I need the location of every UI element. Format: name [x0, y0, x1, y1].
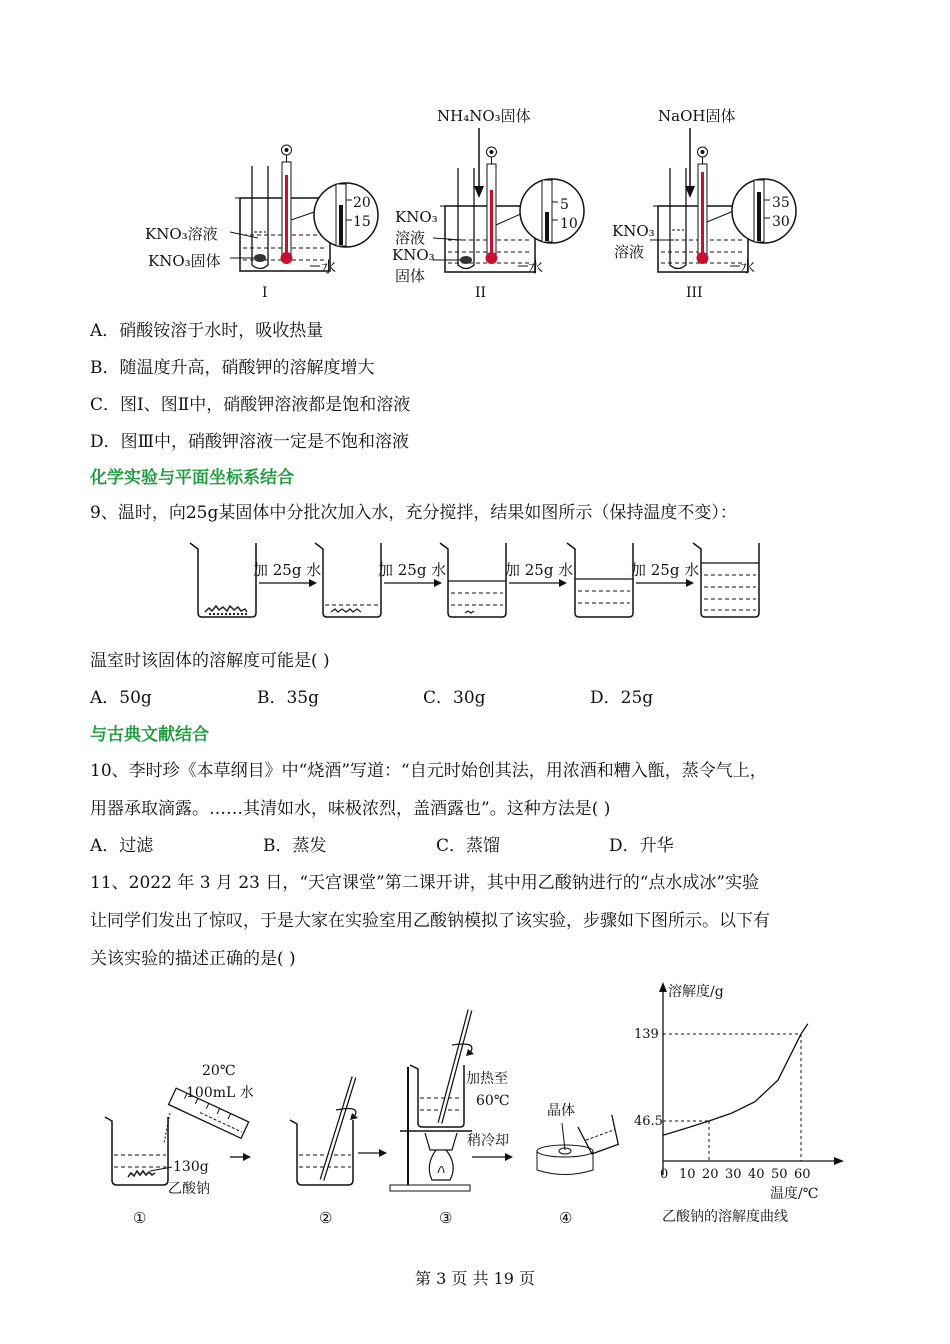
- chart-x-axis-arrow: [834, 1157, 844, 1165]
- chart-x-label: 温度/℃: [770, 1186, 819, 1202]
- q10-option-a: A．过滤: [90, 836, 154, 856]
- panel-II-scale-lower: 10: [560, 216, 578, 232]
- chart-y-tick-1: 139: [634, 1027, 659, 1042]
- panel-II-solution-label-2: 溶液: [395, 229, 426, 247]
- panel-I-scale-upper: 20: [353, 195, 371, 211]
- q9-beaker-5: [693, 543, 759, 617]
- q9-option-c: C．30g: [423, 688, 486, 708]
- q9-step-label-2: 加 25g 水: [378, 561, 447, 579]
- q8-option-c: C．图Ⅰ、图Ⅱ中，硝酸钾溶液都是饱和溶液: [90, 395, 411, 415]
- panel-III-added-label: NaOH固体: [658, 107, 736, 125]
- panel-I: [145, 145, 378, 301]
- chart-title: 乙酸钠的溶解度曲线: [662, 1209, 788, 1225]
- q9-beaker-4: [567, 543, 633, 617]
- panel-II-solid-label-2: 固体: [395, 267, 426, 285]
- q9-option-a: A．50g: [90, 688, 152, 708]
- panel-III-solution-label-2: 溶液: [614, 243, 645, 261]
- step-1-temperature: 20℃: [202, 1063, 236, 1079]
- q9-beaker-1: [190, 543, 256, 617]
- step-2: [290, 1077, 358, 1227]
- step-1: [105, 1063, 254, 1227]
- chart-y-axis-arrow: [659, 982, 667, 992]
- panel-II-added-label: NH₄NO₃固体: [437, 107, 531, 125]
- q10-option-c: C．蒸馏: [436, 836, 501, 856]
- q9-step-label-4: 加 25g 水: [631, 561, 700, 579]
- panel-II-solid-label-1: KNO₃: [392, 246, 435, 264]
- panel-II: [392, 107, 584, 301]
- q10-option-b: B．蒸发: [263, 836, 327, 856]
- thermometer-beaker-figure: [140, 100, 820, 305]
- chart-x-tick-5: 50: [771, 1167, 788, 1182]
- panel-III: [612, 107, 796, 301]
- panel-I-scale-lower: 15: [353, 214, 371, 230]
- q9-beaker-3: [440, 543, 506, 617]
- step-4-label: ④: [559, 1209, 573, 1227]
- step-4: [537, 1102, 622, 1227]
- panel-III-solution-label-1: KNO₃: [612, 222, 655, 240]
- q9-stem: 9、温时，向25g某固体中分批次加入水，充分搅拌，结果如图所示（保持温度不变）：: [90, 503, 737, 523]
- panel-I-water-label: 水: [321, 258, 337, 276]
- q8-option-d: D．图Ⅲ中，硝酸钾溶液一定是不饱和溶液: [90, 432, 410, 452]
- panel-II-label: II: [475, 285, 487, 301]
- panel-II-scale-upper: 5: [560, 197, 569, 213]
- q9-beaker-sequence: [185, 535, 765, 620]
- step-2-label: ②: [319, 1209, 333, 1227]
- chart-x-tick-0: 0: [660, 1167, 669, 1182]
- step-1-water: 100mL 水: [186, 1085, 254, 1101]
- chart-x-tick-1: 10: [679, 1167, 696, 1182]
- panel-I-label: I: [262, 285, 268, 301]
- step-3-label: ③: [439, 1209, 453, 1227]
- q9-option-d: D．25g: [590, 688, 654, 708]
- q9-step-label-1: 加 25g 水: [253, 561, 322, 579]
- q11-line-1: 11、2022 年 3 月 23 日，“天宫课堂”第二课开讲，其中用乙酸钠进行的“点水成冰”实验: [90, 873, 760, 893]
- chart-x-tick-2: 20: [702, 1167, 719, 1182]
- panel-III-scale-upper: 35: [772, 195, 790, 211]
- panel-III-scale-lower: 30: [772, 214, 790, 230]
- page-footer: 第 3 页 共 19 页: [415, 1269, 535, 1288]
- chart-y-tick-0: 46.5: [634, 1114, 663, 1129]
- step-3-heat-2: 60℃: [476, 1093, 510, 1109]
- chart-x-tick-4: 40: [748, 1167, 765, 1182]
- chart-series-line: [663, 1024, 808, 1135]
- step-3-heat-1: 加热至: [466, 1071, 508, 1087]
- chart-x-tick-3: 30: [725, 1167, 742, 1182]
- q8-option-a: A．硝酸铵溶于水时，吸收热量: [90, 321, 324, 341]
- sodium-acetate-experiment-figure: [100, 1005, 640, 1230]
- step-1-mass: 130g: [173, 1159, 209, 1175]
- panel-II-solution-label-1: KNO₃: [395, 208, 438, 226]
- q9-step-label-3: 加 25g 水: [505, 561, 574, 579]
- q8-option-b: B．随温度升高，硝酸钾的溶解度增大: [90, 358, 375, 378]
- panel-I-solid-label: KNO₃固体: [148, 252, 221, 270]
- step-1-substance: 乙酸钠: [168, 1181, 210, 1197]
- panel-III-label: III: [686, 285, 703, 301]
- section-heading-classics: 与古典文献结合: [90, 725, 209, 745]
- q9-question: 温室时该固体的溶解度可能是( ): [90, 651, 330, 671]
- q9-beaker-2: [315, 543, 381, 617]
- step-4-crystal: 晶体: [547, 1103, 575, 1119]
- section-heading-coordinate: 化学实验与平面坐标系结合: [90, 468, 294, 488]
- q10-line-1: 10、李时珍《本草纲目》中“烧酒”写道：“自元时始创其法，用浓酒和糟入甑，蒸令气上，: [90, 761, 767, 781]
- panel-II-water-label: 水: [528, 258, 544, 276]
- chart-y-label: 溶解度/g: [668, 984, 724, 1000]
- solubility-curve-chart: [630, 980, 850, 1230]
- step-3-cool: 稍冷却: [467, 1133, 509, 1149]
- q11-line-2: 让同学们发出了惊叹，于是大家在实验室用乙酸钠模拟了该实验，步骤如下图所示。以下有: [90, 911, 770, 931]
- q10-option-d: D．升华: [609, 836, 674, 856]
- panel-I-solution-label: KNO₃溶液: [145, 225, 218, 243]
- q10-line-2: 用器承取滴露。……其清如水，味极浓烈，盖酒露也”。这种方法是( ): [90, 799, 611, 819]
- step-3: [390, 1010, 509, 1227]
- chart-x-tick-6: 60: [794, 1167, 811, 1182]
- step-1-label: ①: [133, 1209, 147, 1227]
- q11-line-3: 关该实验的描述正确的是( ): [90, 949, 296, 969]
- q9-option-b: B．35g: [257, 688, 320, 708]
- panel-III-water-label: 水: [740, 258, 756, 276]
